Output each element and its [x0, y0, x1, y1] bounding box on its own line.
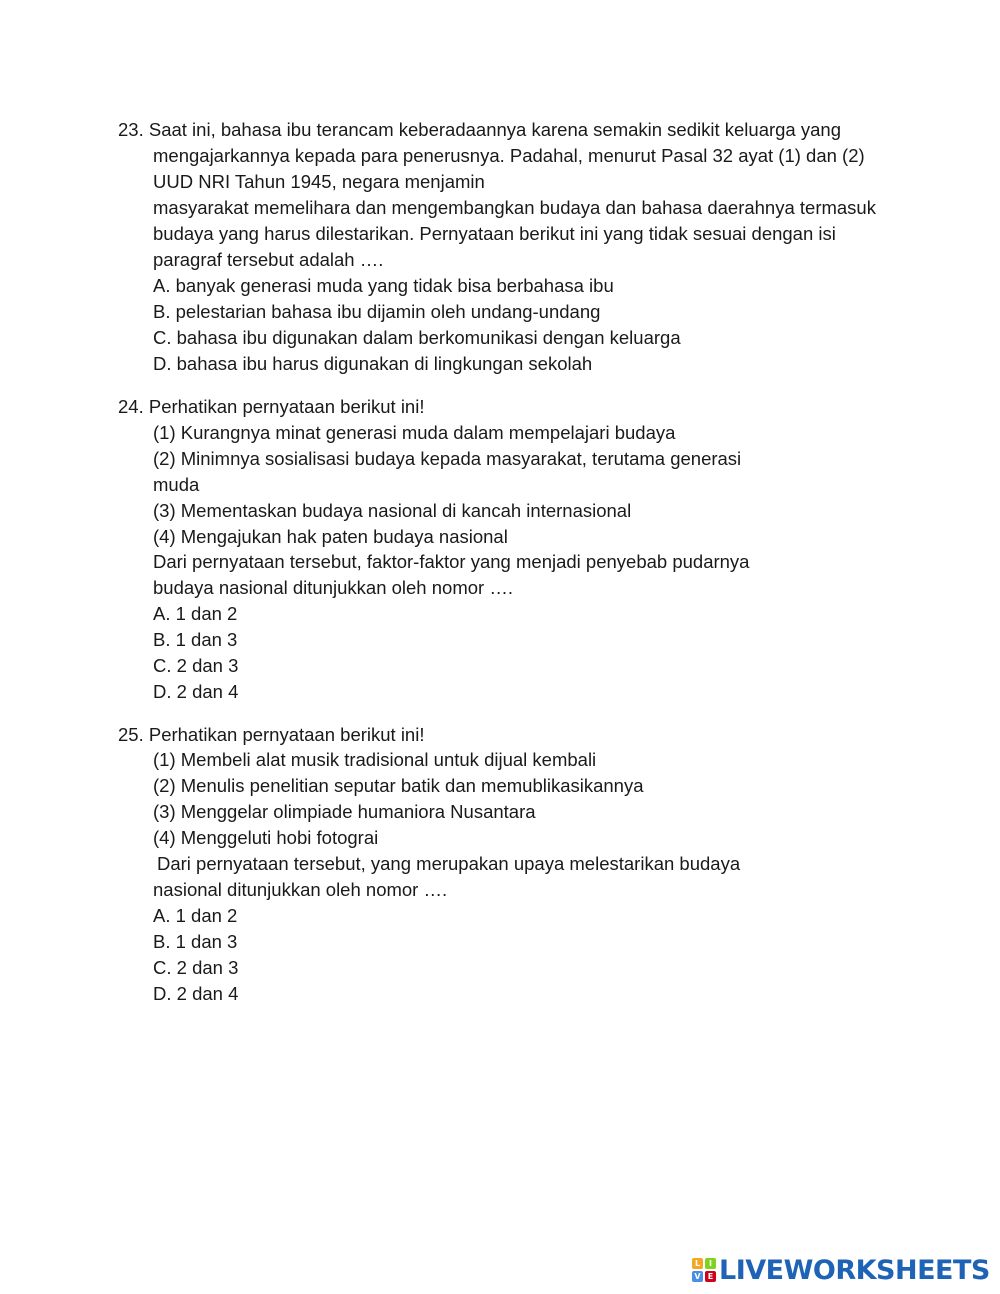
question-25-option-d: D. 2 dan 4: [153, 983, 239, 1004]
question-24-prompt-line: budaya nasional ditunjukkan oleh nomor ….: [153, 577, 513, 598]
question-25-option-c: C. 2 dan 3: [153, 957, 239, 978]
question-24-statement-2: (2) Minimnya sosialisasi budaya kepada masyarakat, terutama generasi: [153, 448, 742, 469]
logo-tile-e: E: [705, 1271, 716, 1282]
question-24-statement-4: (4) Mengajukan hak paten budaya nasional: [153, 526, 508, 547]
question-25-statement-3: (3) Menggelar olimpiade humaniora Nusantara: [153, 801, 536, 822]
question-24-option-c: C. 2 dan 3: [153, 655, 239, 676]
question-25-prompt-line: Dari pernyataan tersebut, yang merupakan upaya melestarikan budaya: [157, 853, 741, 874]
question-24-statement-2-cont: muda: [153, 474, 200, 495]
question-24-option-b: B. 1 dan 3: [153, 629, 238, 650]
question-23-text-line: paragraf tersebut adalah ….: [153, 249, 384, 270]
question-24-statement-1: (1) Kurangnya minat generasi muda dalam mempelajari budaya: [153, 422, 676, 443]
question-23-option-b: B. pelestarian bahasa ibu dijamin oleh undang-undang: [153, 301, 601, 322]
question-24-text-line: 24. Perhatikan pernyataan berikut ini!: [118, 396, 425, 417]
question-25-text-line: 25. Perhatikan pernyataan berikut ini!: [118, 724, 425, 745]
question-24-statement-3: (3) Mementaskan budaya nasional di kancah internasional: [153, 500, 632, 521]
question-23-text-line: masyarakat memelihara dan mengembangkan budaya dan bahasa daerahnya termasuk: [153, 197, 876, 218]
question-24-option-d: D. 2 dan 4: [153, 681, 239, 702]
logo-tile-i: I: [705, 1258, 716, 1269]
logo-tile-l: L: [692, 1258, 703, 1269]
question-25-statement-4: (4) Menggeluti hobi fotograi: [153, 827, 379, 848]
liveworksheets-logo-text: LIVEWORKSHEETS: [719, 1254, 990, 1286]
liveworksheets-logo[interactable]: [692, 1255, 990, 1285]
question-23-text-line: budaya yang harus dilestarikan. Pernyataan berikut ini yang tidak sesuai dengan isi: [153, 223, 836, 244]
question-23-text-line: mengajarkannya kepada para penerusnya. Padahal, menurut Pasal 32 ayat (1) dan (2): [153, 145, 865, 166]
question-23-option-d: D. bahasa ibu harus digunakan di lingkungan sekolah: [153, 353, 593, 374]
question-23-option-a: A. banyak generasi muda yang tidak bisa berbahasa ibu: [153, 275, 614, 296]
question-25-statement-2: (2) Menulis penelitian seputar batik dan memublikasikannya: [153, 775, 644, 796]
question-23-text-line: UUD NRI Tahun 1945, negara menjamin: [153, 171, 485, 192]
question-25-option-a: A. 1 dan 2: [153, 905, 238, 926]
question-24-prompt-line: Dari pernyataan tersebut, faktor-faktor yang menjadi penyebab pudarnya: [153, 551, 750, 572]
question-25-prompt-line: nasional ditunjukkan oleh nomor ….: [153, 879, 448, 900]
liveworksheets-logo-icon: [692, 1258, 716, 1282]
question-24-option-a: A. 1 dan 2: [153, 603, 238, 624]
question-25-option-b: B. 1 dan 3: [153, 931, 238, 952]
logo-tile-v: V: [692, 1271, 703, 1282]
question-23-text-line: 23. Saat ini, bahasa ibu terancam keberadaannya karena semakin sedikit keluarga yang: [118, 119, 841, 140]
question-25-statement-1: (1) Membeli alat musik tradisional untuk dijual kembali: [153, 749, 597, 770]
question-23-option-c: C. bahasa ibu digunakan dalam berkomunikasi dengan keluarga: [153, 327, 681, 348]
